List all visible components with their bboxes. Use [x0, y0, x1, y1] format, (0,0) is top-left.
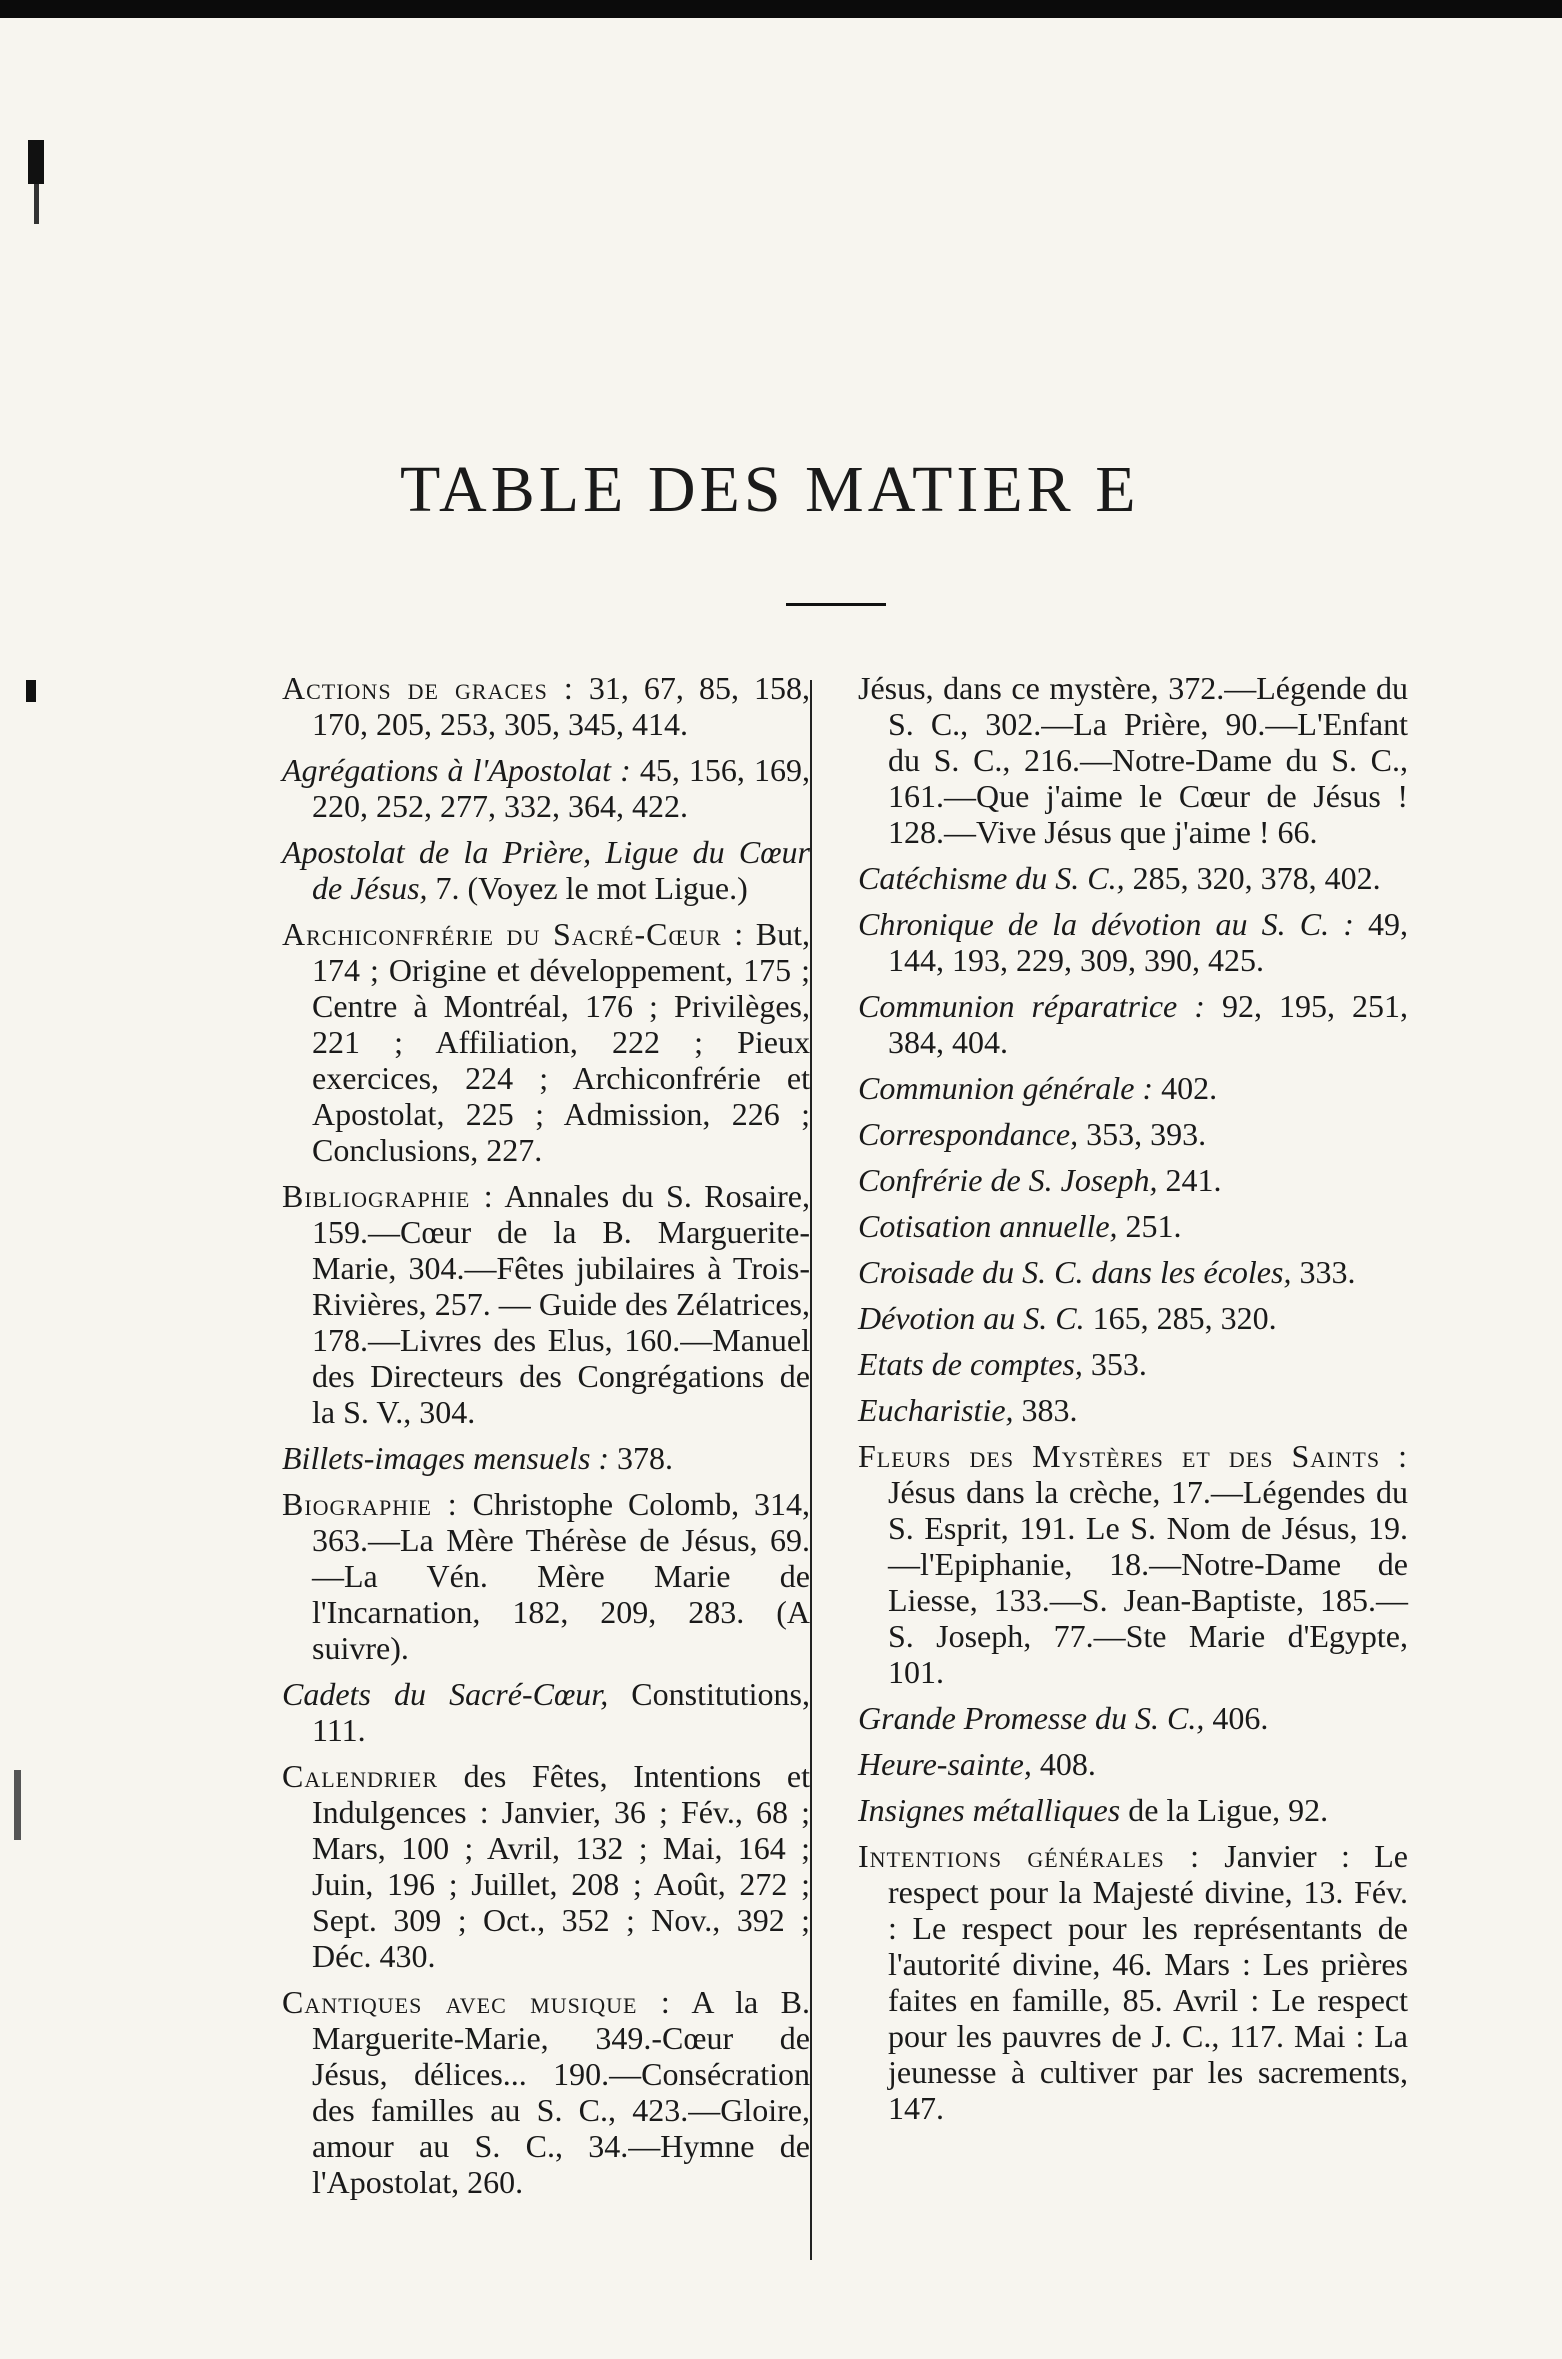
index-entry — [838, 1346, 1408, 1382]
entry-refs: Janvier : Le respect pour la Majesté divine, 13. Fév. : Le respect pour les représentants de l'autorité divine, 46. Mars : Les prières faites en famille, 85. Avril : Le respect pour les pauvres de J. C., 117. Mai : La jeunesse à cultiver par les sacrements, 147. — [888, 1838, 1408, 2126]
index-entry — [838, 1838, 1408, 2126]
index-entry — [838, 1162, 1408, 1198]
entry-heading: Actions de graces : — [282, 670, 574, 706]
index-entry — [838, 1792, 1408, 1828]
binding-edge-marks — [0, 0, 90, 2359]
entry-refs: 406. — [1204, 1700, 1269, 1736]
entry-heading: Insignes métalliques — [858, 1792, 1121, 1828]
left-column — [262, 670, 810, 2210]
entry-refs: 7. (Voyez le mot Ligue.) — [427, 870, 748, 906]
index-entry — [262, 670, 810, 742]
entry-refs: 165, 285, 320. — [1084, 1300, 1277, 1336]
entry-heading: Chronique de la dévotion au S. C. : — [858, 906, 1354, 942]
index-entry — [838, 1438, 1408, 1690]
entry-refs: 241. — [1157, 1162, 1222, 1198]
entry-heading: Billets-images mensuels : — [282, 1440, 610, 1476]
entry-heading: Dévotion au S. C. — [858, 1300, 1085, 1336]
entry-heading: Intentions générales : — [858, 1838, 1200, 1874]
index-entry — [838, 1070, 1408, 1106]
index-entry — [838, 988, 1408, 1060]
entry-heading: Calendrier — [282, 1758, 438, 1794]
index-entry — [838, 860, 1408, 896]
index-entry — [838, 670, 1408, 850]
index-entry — [262, 1984, 810, 2200]
index-entry — [838, 1392, 1408, 1428]
entry-heading: Eucharistie, — [858, 1392, 1014, 1428]
entry-heading: Apostolat de la Prière, Ligue du Cœur de Jésus, — [282, 834, 810, 906]
entry-refs: Annales du S. Rosaire, 159.—Cœur de la B. Marguerite-Marie, 304.—Fêtes jubilaires à Trois-Rivières, 257. — Guide des Zélatrices, 178.—Livres des Elus, 160.—Manuel des Directeurs des Congrégations de la S. V., 304. — [312, 1178, 810, 1430]
entry-heading: Archiconfrérie du Sacré-Cœur : — [282, 916, 745, 952]
index-entry — [838, 1300, 1408, 1336]
entry-refs: 353, 393. — [1078, 1116, 1207, 1152]
entry-heading: Communion générale : — [858, 1070, 1154, 1106]
entry-refs: 31, 67, 85, 158, 170, 205, 253, 305, 345, 414. — [312, 670, 811, 742]
entry-heading: Etats de comptes, — [858, 1346, 1083, 1382]
index-entry — [838, 1208, 1408, 1244]
entry-heading: Croisade du S. C. dans les écoles, — [858, 1254, 1292, 1290]
entry-refs: de la Ligue, 92. — [1120, 1792, 1329, 1828]
entry-refs: 333. — [1291, 1254, 1356, 1290]
entry-heading: Bibliographie : — [282, 1178, 494, 1214]
index-entry — [838, 1116, 1408, 1152]
index-entry — [262, 916, 810, 1168]
entry-refs: 92, 195, 251, 384, 404. — [888, 988, 1409, 1060]
index-entry — [838, 1700, 1408, 1736]
page-top-edge — [0, 0, 1562, 18]
index-entry — [262, 1758, 810, 1974]
entry-refs: But, 174 ; Origine et développement, 175 ; Centre à Montréal, 176 ; Privilèges, 221 ; Affiliation, 222 ; Pieux exercices, 224 ; Archiconfrérie et Apostolat, 225 ; Admission, 226 ; Conclusions, 227. — [312, 916, 811, 1168]
index-entry — [838, 1746, 1408, 1782]
entry-refs: 45, 156, 169, 220, 252, 277, 332, 364, 422. — [312, 752, 811, 824]
index-entry — [838, 906, 1408, 978]
entry-refs: 408. — [1031, 1746, 1096, 1782]
entry-refs: 353. — [1082, 1346, 1147, 1382]
index-entry — [262, 752, 810, 824]
entry-refs: A la B. Marguerite-Marie, 349.-Cœur de Jésus, délices... 190.—Consécration des familles au S. C., 423.—Gloire, amour au S. C., 34.—Hymne de l'Apostolat, 260. — [312, 1984, 811, 2200]
entry-heading: Fleurs des Mystères et des Saints : — [858, 1438, 1408, 1474]
entry-heading: Catéchisme du S. C., — [858, 860, 1125, 896]
entry-heading: Cantiques avec musique : — [282, 1984, 671, 2020]
entry-heading: Confrérie de S. Joseph, — [858, 1162, 1158, 1198]
entry-refs: des Fêtes, Intentions et Indulgences : Janvier, 36 ; Fév., 68 ; Mars, 100 ; Avril, 132 ; Mai, 164 ; Juin, 196 ; Juillet, 208 ; Août, 272 ; Sept. 309 ; Oct., 352 ; Nov., 392 ; Déc. 430. — [312, 1758, 810, 1974]
entry-heading: Grande Promesse du S. C., — [858, 1700, 1205, 1736]
entry-refs: Jésus, dans ce mystère, 372.—Légende du S. C., 302.—La Prière, 90.—L'Enfant du S. C., 216.—Notre-Dame du S. C., 161.—Que j'aime le Cœur de Jésus ! 128.—Vive Jésus que j'aime ! 66. — [858, 670, 1408, 850]
entry-refs: Constitutions, 111. — [312, 1676, 811, 1748]
page-title: TABLE DES MATIER E — [400, 453, 1140, 526]
entry-refs: Christophe Colomb, 314, 363.—La Mère Thérèse de Jésus, 69.—La Vén. Mère Marie de l'Incarnation, 182, 209, 283. (A suivre). — [312, 1486, 810, 1666]
entry-heading: Heure-sainte, — [858, 1746, 1032, 1782]
entry-refs: 402. — [1153, 1070, 1218, 1106]
title-rule — [786, 603, 886, 606]
right-column — [838, 670, 1408, 2136]
entry-heading: Cadets du Sacré-Cœur, — [282, 1676, 609, 1712]
entry-heading: Agrégations à l'Apostolat : — [282, 752, 631, 788]
entry-heading: Biographie : — [282, 1486, 458, 1522]
index-entry — [262, 1440, 810, 1476]
entry-heading: Correspondance, — [858, 1116, 1079, 1152]
entry-refs: Jésus dans la crèche, 17.—Légendes du S. Esprit, 191. Le S. Nom de Jésus, 19.—l'Epiphanie, 18.—Notre-Dame de Liesse, 133.—S. Jean-Baptiste, 185.—S. Joseph, 77.—Ste Marie d'Egypte, 101. — [888, 1474, 1408, 1690]
entry-heading: Communion réparatrice : — [858, 988, 1205, 1024]
entry-refs: 378. — [609, 1440, 674, 1476]
entry-heading: Cotisation annuelle, — [858, 1208, 1118, 1244]
index-entry — [262, 834, 810, 906]
index-entry — [262, 1486, 810, 1666]
entry-refs: 49, 144, 193, 229, 309, 390, 425. — [888, 906, 1409, 978]
entry-refs: 383. — [1013, 1392, 1078, 1428]
index-entry — [838, 1254, 1408, 1290]
entry-refs: 285, 320, 378, 402. — [1124, 860, 1381, 896]
index-entry — [262, 1676, 810, 1748]
index-entry — [262, 1178, 810, 1430]
entry-refs: 251. — [1117, 1208, 1182, 1244]
column-divider — [810, 680, 812, 2260]
